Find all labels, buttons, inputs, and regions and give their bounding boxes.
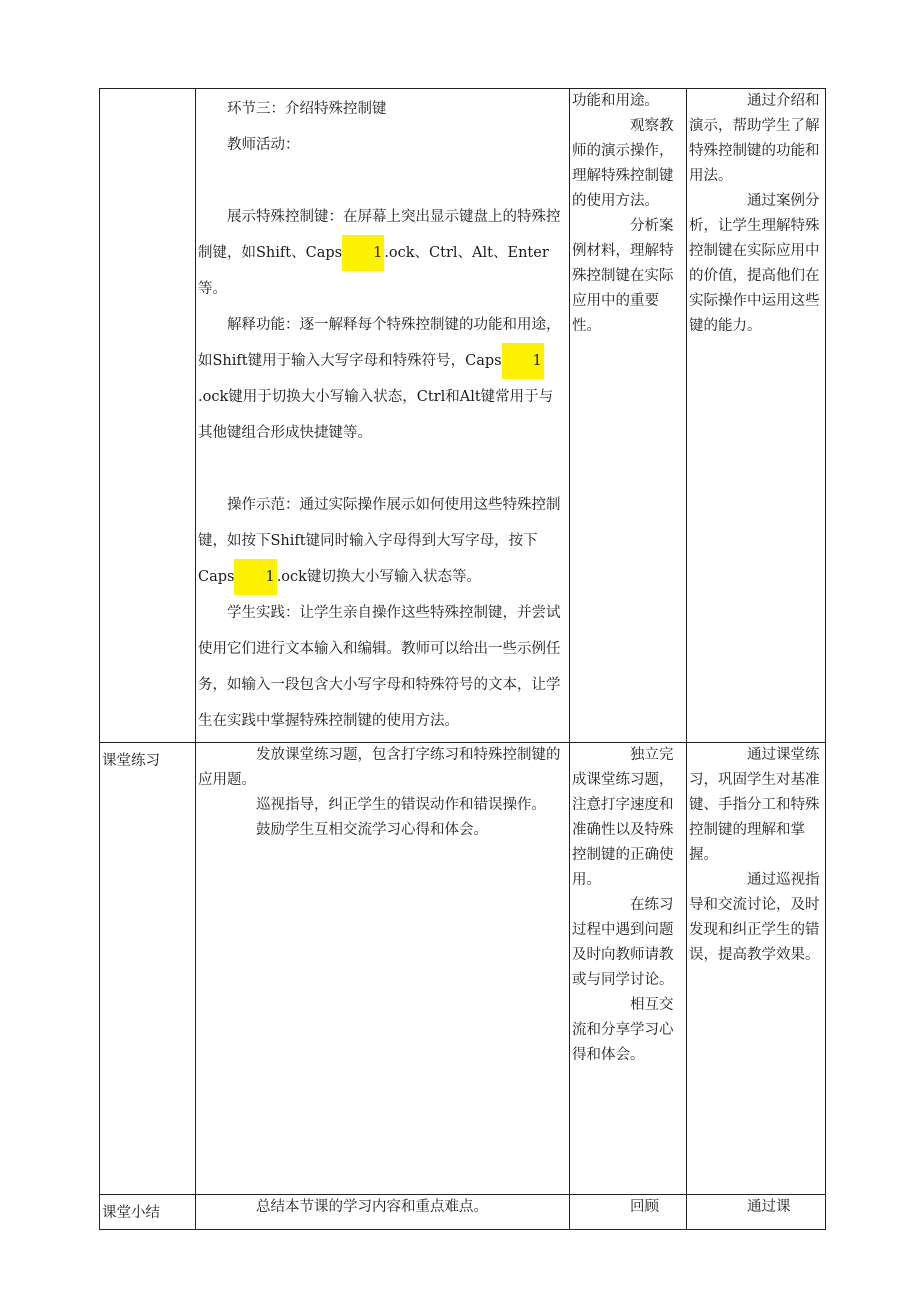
lesson-plan-table: [99, 88, 826, 1230]
intent-text: 通过案例分析，让学生理解特殊控制键在实际应用中的价值，提高他们在实际操作中运用这些键的能力。: [689, 193, 820, 334]
highlight-mark: 1: [342, 235, 384, 271]
row-label: 课堂练习: [102, 753, 160, 769]
highlight-mark: 1: [502, 343, 544, 379]
table-row: [100, 89, 826, 743]
student-activity-cell: [570, 1195, 687, 1230]
intent-text: 通过巡视指导和交流讨论，及时发现和纠正学生的错误，提高教学效果。: [689, 872, 820, 963]
student-activity-cell: [570, 743, 687, 1195]
teacher-activity-cell: [196, 1195, 570, 1230]
teacher-activity-cell: [196, 89, 570, 743]
teacher-text: 发放课堂练习题，包含打字练习和特殊控制键的应用题。: [198, 747, 561, 788]
teacher-activity-cell: [196, 743, 570, 1195]
student-text: 分析案例材料，理解特殊控制键在实际应用中的重要性。: [572, 218, 674, 334]
design-intent-cell: [687, 89, 826, 743]
student-text: 在练习过程中遇到问题及时向教师请教或与同学讨论。: [572, 897, 674, 988]
row-label-cell: [100, 89, 196, 743]
student-text: 独立完成课堂练习题，注意打字速度和准确性以及特殊控制键的正确使用。: [572, 747, 674, 888]
student-text: 功能和用途。: [572, 93, 659, 109]
intent-text: 通过课: [747, 1199, 791, 1215]
teacher-text: 总结本节课的学习内容和重点难点。: [256, 1199, 488, 1215]
teacher-text: 巡视指导，纠正学生的错误动作和错误操作。: [256, 797, 546, 813]
student-text: 观察教师的演示操作，理解特殊控制键的使用方法。: [572, 118, 674, 209]
intent-text: 通过课堂练习，巩固学生对基准键、手指分工和特殊控制键的理解和掌握。: [689, 747, 820, 863]
explain-paragraph: 解释功能：逐一解释每个特殊控制键的功能和用途，如Shift键用于输入大写字母和特殊符号，Caps 1.ock键用于切换大小写输入状态，Ctrl和Alt键常用于与其他键组合形成快捷键等。: [198, 317, 561, 441]
show-keys-paragraph: 展示特殊控制键：在屏幕上突出显示键盘上的特殊控制键，如Shift、Caps 1 .ock、Ctrl、Alt、Enter等。: [198, 209, 561, 297]
student-text: 回顾: [630, 1199, 659, 1215]
practice-paragraph: 学生实践：让学生亲自操作这些特殊控制键，并尝试使用它们进行文本输入和编辑。教师可以给出一些示例任务，如输入一段包含大小写字母和特殊符号的文本，让学生在实践中掌握特殊控制键的使用方法。: [198, 605, 561, 729]
demo-paragraph: 操作示范：通过实际操作展示如何使用这些特殊控制键，如按下Shift键同时输入字母得到大写字母，按下Caps 1 .ock键切换大小写输入状态等。: [198, 487, 565, 595]
row-label-cell: [100, 743, 196, 1195]
table-row: [100, 743, 826, 1195]
row-label: [100, 89, 195, 95]
teacher-text: 鼓励学生互相交流学习心得和体会。: [256, 822, 488, 838]
row-label: 课堂小结: [102, 1205, 160, 1221]
section-subtitle: 教师活动：: [227, 137, 300, 153]
design-intent-cell: [687, 743, 826, 1195]
intent-text: 通过介绍和演示，帮助学生了解特殊控制键的功能和用法。: [689, 93, 820, 184]
student-text: 相互交流和分享学习心得和体会。: [572, 997, 674, 1063]
section-title: 环节三：介绍特殊控制键: [227, 101, 387, 117]
table-row: [100, 1195, 826, 1230]
row-label-cell: [100, 1195, 196, 1230]
design-intent-cell: [687, 1195, 826, 1230]
student-activity-cell: [570, 89, 687, 743]
highlight-mark: 1: [234, 559, 276, 595]
